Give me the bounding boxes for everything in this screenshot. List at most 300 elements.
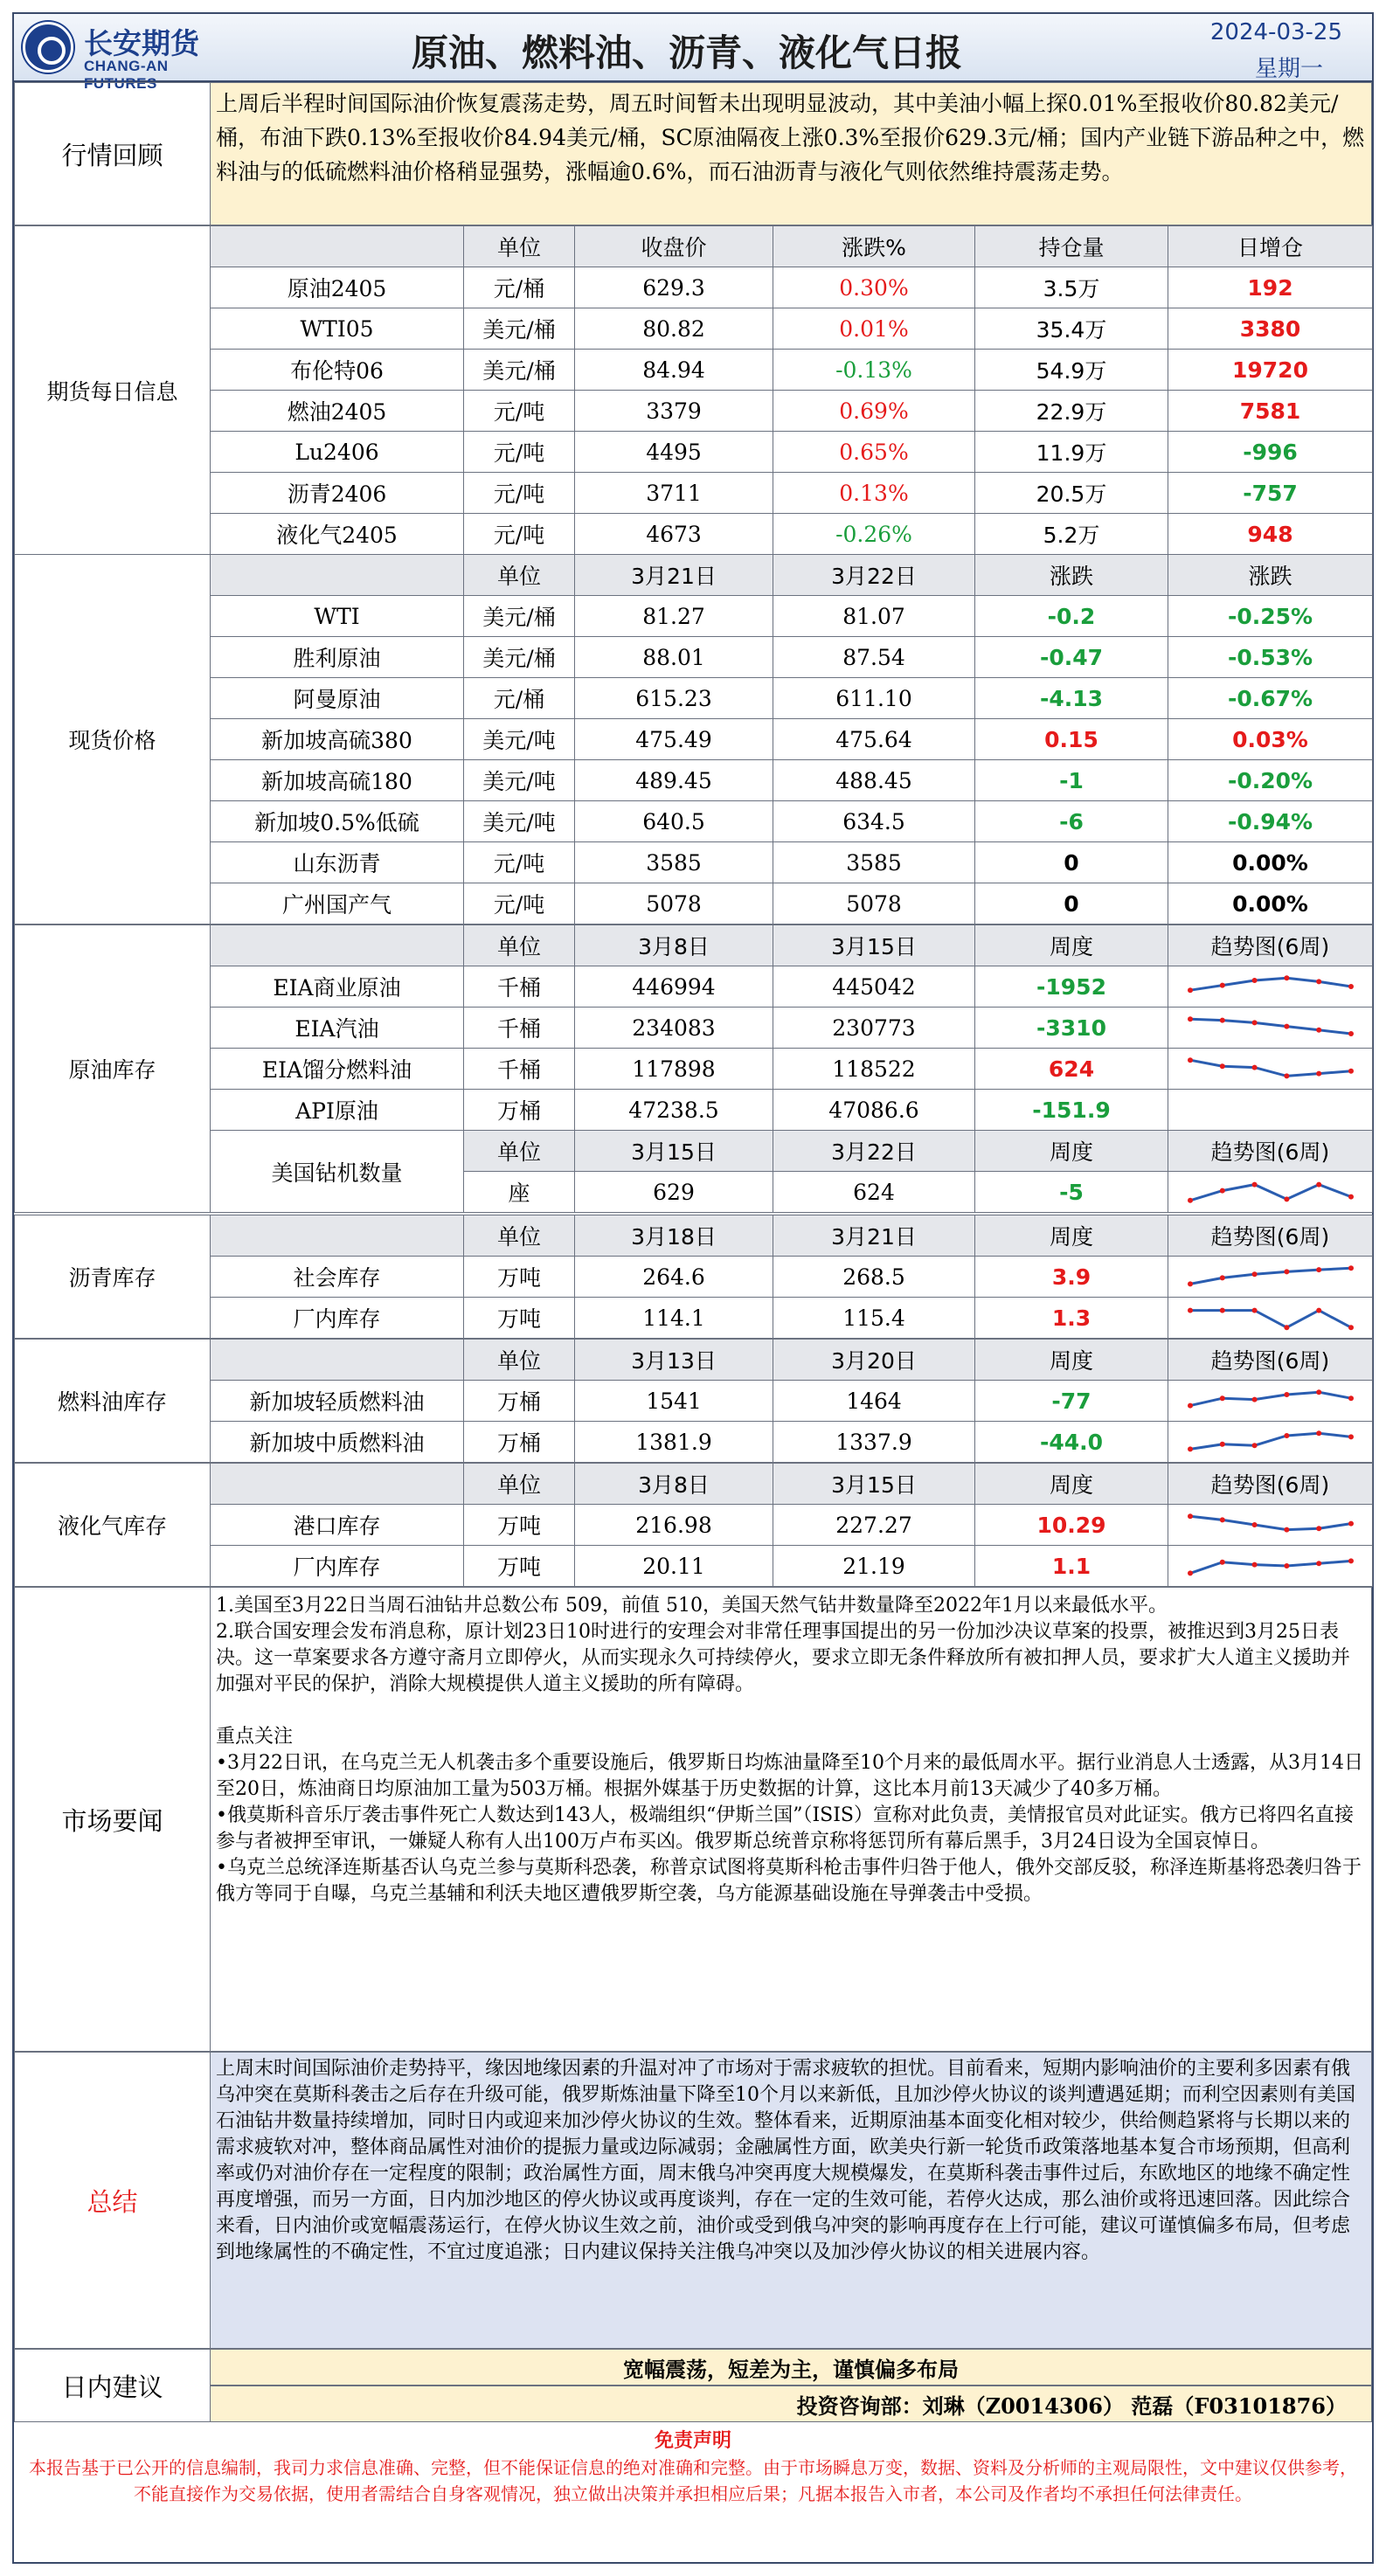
unit: 美元/桶 [464, 350, 575, 391]
value-prev: 446994 [575, 966, 773, 1008]
unit: 美元/桶 [464, 596, 575, 637]
close-price: 3379 [575, 391, 773, 432]
trend-point [1348, 1395, 1354, 1401]
trend-line [1190, 978, 1351, 990]
unit: 千桶 [464, 1049, 575, 1090]
trend-point [1219, 1063, 1224, 1069]
price-day2: 81.07 [773, 596, 975, 637]
close-price: 4495 [575, 432, 773, 473]
crude-inventory-table [14, 924, 1373, 1213]
unit: 万吨 [464, 1298, 575, 1339]
section-label: 燃料油库存 [15, 1340, 211, 1463]
value-curr: 115.4 [773, 1298, 975, 1339]
table-row [15, 1546, 1373, 1587]
weekly-change: 10.29 [975, 1505, 1168, 1546]
column-header: 收盘价 [575, 226, 773, 267]
open-interest: 20.5万 [975, 473, 1168, 514]
weekly-change: 624 [975, 1049, 1168, 1090]
table-row [15, 1298, 1373, 1339]
trend-point [1251, 1271, 1257, 1277]
oi-increase: 19720 [1168, 350, 1373, 391]
close-price: 84.94 [575, 350, 773, 391]
unit: 万桶 [464, 1381, 575, 1422]
weekly-change: -3310 [975, 1008, 1168, 1049]
trend-point [1188, 1446, 1193, 1451]
trend-point [1284, 1392, 1289, 1397]
column-header: 趋势图(6周) [1168, 1131, 1373, 1172]
trend-point [1251, 1397, 1257, 1402]
table-row [15, 1049, 1373, 1090]
price-day2: 634.5 [773, 801, 975, 842]
value-curr: 1464 [773, 1381, 975, 1422]
value-curr: 624 [773, 1172, 975, 1213]
price-day1: 3585 [575, 842, 773, 883]
trend-cell [1168, 1381, 1373, 1422]
trend-point [1316, 1526, 1321, 1531]
spot-name: 胜利原油 [211, 637, 464, 678]
trend-point [1316, 1267, 1321, 1272]
analyst-credit: 投资咨询部：刘琳（Z0014306） 范磊（F03101876） [210, 2386, 1372, 2422]
unit: 美元/吨 [464, 801, 575, 842]
section-label-news: 市场要闻 [14, 1587, 211, 2052]
table-row [15, 473, 1373, 514]
trend-line [1190, 1561, 1351, 1573]
trend-point [1251, 1065, 1257, 1070]
value-curr: 445042 [773, 966, 975, 1008]
trend-point [1284, 1563, 1289, 1568]
price-day1: 489.45 [575, 760, 773, 801]
contract-name: 液化气2405 [211, 514, 464, 555]
contract-name: 布伦特06 [211, 350, 464, 391]
open-interest: 3.5万 [975, 267, 1168, 308]
header-blank [211, 1340, 464, 1381]
table-header-row [15, 1215, 1373, 1257]
unit: 座 [464, 1172, 575, 1213]
header-blank [211, 925, 464, 966]
inventory-name: EIA馏分燃料油 [211, 1049, 464, 1090]
table-row [15, 1422, 1373, 1463]
table-row [15, 514, 1373, 555]
table-row [15, 883, 1373, 924]
column-header: 周度 [975, 925, 1168, 966]
company-name-cn: 长安期货 [84, 26, 199, 60]
table-row [15, 391, 1373, 432]
intraday-advice: 宽幅震荡，短差为主，谨慎偏多布局 [210, 2349, 1372, 2386]
column-header: 3月13日 [575, 1340, 773, 1381]
close-price: 3711 [575, 473, 773, 514]
unit: 元/吨 [464, 883, 575, 924]
trend-point [1188, 1057, 1193, 1063]
report-date: 2024-03-25 [1209, 19, 1342, 45]
trend-point [1219, 1275, 1224, 1280]
price-change: -4.13 [975, 678, 1168, 719]
table-row [15, 801, 1373, 842]
table-row [15, 678, 1373, 719]
oi-increase: 948 [1168, 514, 1373, 555]
trend-sparkline [1183, 1550, 1358, 1582]
trend-point [1284, 1325, 1289, 1330]
trend-cell [1168, 1008, 1373, 1049]
trend-point [1348, 1265, 1354, 1271]
trend-cell [1168, 1422, 1373, 1463]
value-curr: 268.5 [773, 1257, 975, 1298]
price-day1: 81.27 [575, 596, 773, 637]
value-curr: 21.19 [773, 1546, 975, 1587]
unit: 元/吨 [464, 514, 575, 555]
trend-point [1316, 1308, 1321, 1313]
inventory-name: 社会库存 [211, 1257, 464, 1298]
trend-point [1251, 1443, 1257, 1448]
value-prev: 216.98 [575, 1505, 773, 1546]
column-header: 3月21日 [773, 1215, 975, 1257]
inventory-name: 厂内库存 [211, 1546, 464, 1587]
unit: 元/桶 [464, 267, 575, 308]
column-header: 周度 [975, 1340, 1168, 1381]
unit: 万吨 [464, 1546, 575, 1587]
unit: 美元/桶 [464, 637, 575, 678]
column-header: 3月22日 [773, 1131, 975, 1172]
table-header-row [15, 1340, 1373, 1381]
trend-line [1190, 1019, 1351, 1034]
table-row [15, 1008, 1373, 1049]
price-change: -6 [975, 801, 1168, 842]
news-bullet-3: •乌克兰总统泽连斯基否认乌克兰参与莫斯科恐袭，称普京试图将莫斯科枪击事件归咎于他人，俄外交部反驳，称泽连斯基将恐袭归咎于俄方等同于自曝，乌克兰基辅和利沃夫地区遭俄罗斯空袭，乌方能源基础设施在导弹袭击中受损。 [216, 1857, 1362, 1905]
table-header-row [15, 1464, 1373, 1505]
disclaimer-title: 免责声明 [654, 2429, 731, 2452]
trend-point [1219, 1308, 1224, 1313]
value-curr: 227.27 [773, 1505, 975, 1546]
column-header: 单位 [464, 1131, 575, 1172]
trend-point [1284, 1433, 1289, 1438]
value-prev: 1541 [575, 1381, 773, 1422]
trend-line [1190, 1060, 1351, 1076]
weekly-change: 1.3 [975, 1298, 1168, 1339]
column-header: 单位 [464, 226, 575, 267]
column-header: 单位 [464, 925, 575, 966]
table-row [15, 637, 1373, 678]
trend-point [1188, 1198, 1193, 1203]
column-header: 周度 [975, 1464, 1168, 1505]
trend-point [1316, 1430, 1321, 1436]
weekly-change: -77 [975, 1381, 1168, 1422]
value-prev: 234083 [575, 1008, 773, 1049]
open-interest: 5.2万 [975, 514, 1168, 555]
trend-line [1190, 1392, 1351, 1405]
trend-point [1251, 1562, 1257, 1568]
column-header: 3月15日 [575, 1131, 773, 1172]
oi-increase: 192 [1168, 267, 1373, 308]
table-row [15, 966, 1373, 1008]
unit: 美元/吨 [464, 760, 575, 801]
inventory-name: 港口库存 [211, 1505, 464, 1546]
unit: 元/桶 [464, 678, 575, 719]
trend-point [1284, 1024, 1289, 1029]
trend-point [1251, 1182, 1257, 1188]
trend-point [1348, 1521, 1354, 1527]
disclaimer [14, 2426, 1372, 2509]
unit: 万吨 [464, 1257, 575, 1298]
spot-name: 阿曼原油 [211, 678, 464, 719]
trend-point [1316, 1028, 1321, 1033]
spot-name: 新加坡高硫180 [211, 760, 464, 801]
contract-name: WTI05 [211, 308, 464, 350]
price-change-pct: -0.20% [1168, 760, 1373, 801]
price-day1: 475.49 [575, 719, 773, 760]
trend-point [1348, 1434, 1354, 1439]
trend-point [1188, 1403, 1193, 1409]
table-header-row [15, 925, 1373, 966]
trend-point [1188, 1513, 1193, 1519]
column-header: 涨跌 [975, 555, 1168, 596]
table-row [15, 760, 1373, 801]
company-name-en: CHANG-AN FUTURES [84, 58, 169, 92]
weekly-change: -1952 [975, 966, 1168, 1008]
report-title: 原油、燃料油、沥青、液化气日报 [411, 31, 962, 74]
summary-text: 上周末时间国际油价走势持平，缘因地缘因素的升温对冲了市场对于需求疲软的担忧。目前看来，短期内影响油价的主要利多因素有俄乌冲突在莫斯科袭击之后存在升级可能，俄罗斯炼油量下降至10个月以来新低，且加沙停火协议的谈判遭遇延期；而利空因素则有美国石油钻井数量持续增加，同时日内或迎来加沙停火协议的生效。整体看来，近期原油基本面变化相对较少，供给侧趋紧将与长期以来的需求疲软对冲，整体商品属性对油价的提振力量或边际减弱；金融属性方面，欧美央行新一轮货币政策落地基本复合市场预期，但高利率或仍对油价存在一定程度的限制；政治属性方面，周末俄乌冲突再度大规模爆发，在莫斯科袭击事件过后，东欧地区的地缘不确定性再度增强，而另一方面，日内加沙地区的停火协议或再度谈判，存在一定的生效可能，若停火达成，那么油价或将迅速回落。因此综合来看，日内油价或宽幅震荡运行，在停火协议生效之前，油价或受到俄乌冲突的影响再度存在上行可能，建议可谨慎偏多布局，但考虑到地缘属性的不确定性，不宜过度追涨；日内建议保持关注俄乌冲突以及加沙停火协议的相关进展内容。 [216, 2058, 1355, 2263]
price-change-pct: -0.25% [1168, 596, 1373, 637]
trend-point [1219, 983, 1224, 988]
oi-increase: -996 [1168, 432, 1373, 473]
inventory-name: API原油 [211, 1090, 464, 1131]
inventory-name: EIA商业原油 [211, 966, 464, 1008]
unit: 万桶 [464, 1422, 575, 1463]
trend-cell [1168, 1049, 1373, 1090]
table-row [15, 1090, 1373, 1131]
column-header: 3月21日 [575, 555, 773, 596]
column-header: 单位 [464, 1215, 575, 1257]
table-header-row [15, 226, 1373, 267]
news-item-2: 2.联合国安理会发布消息称，原计划23日10时进行的安理会对非常任理事国提出的另一份加沙决议草案的投票，被推迟到3月25日表决。这一草案要求各方遵守斋月立即停火，从而实现永久可持续停火，要求立即无条件释放所有被扣押人员，要求扩大人道主义援助并加强对平民的保护，消除大规模提供人道主义援助的所有障碍。 [216, 1621, 1351, 1695]
open-interest: 11.9万 [975, 432, 1168, 473]
column-header: 3月18日 [575, 1215, 773, 1257]
spot-name: 广州国产气 [211, 883, 464, 924]
spot-name: 新加坡0.5%低硫 [211, 801, 464, 842]
report-page [12, 12, 1374, 2564]
column-header: 3月20日 [773, 1340, 975, 1381]
trend-point [1219, 1517, 1224, 1522]
trend-sparkline [1183, 1053, 1358, 1084]
price-change-pct: 0.03% [1168, 719, 1373, 760]
column-header: 趋势图(6周) [1168, 1215, 1373, 1257]
news-focus-heading: 重点关注 [216, 1726, 294, 1748]
trend-line [1190, 1311, 1351, 1328]
header-blank [211, 1464, 464, 1505]
close-price: 80.82 [575, 308, 773, 350]
change-pct: 0.65% [773, 432, 975, 473]
column-header: 单位 [464, 1340, 575, 1381]
trend-cell [1168, 1505, 1373, 1546]
news-box [210, 1587, 1372, 2052]
trend-point [1348, 1069, 1354, 1074]
header-blank [211, 555, 464, 596]
price-change: -0.2 [975, 596, 1168, 637]
value-prev: 629 [575, 1172, 773, 1213]
trend-sparkline [1183, 1176, 1358, 1208]
weekly-change: 3.9 [975, 1257, 1168, 1298]
unit: 元/吨 [464, 473, 575, 514]
trend-line [1190, 1268, 1351, 1284]
table-row [15, 1381, 1373, 1422]
trend-point [1219, 1442, 1224, 1447]
rig-header-row [15, 1131, 1373, 1172]
table-row [15, 432, 1373, 473]
trend-point [1348, 1325, 1354, 1330]
unit: 元/吨 [464, 432, 575, 473]
value-prev: 264.6 [575, 1257, 773, 1298]
price-day1: 615.23 [575, 678, 773, 719]
header-blank [211, 226, 464, 267]
trend-point [1316, 1561, 1321, 1566]
close-price: 4673 [575, 514, 773, 555]
table-row [15, 596, 1373, 637]
column-header: 3月15日 [773, 1464, 975, 1505]
value-prev: 47238.5 [575, 1090, 773, 1131]
column-header: 3月15日 [773, 925, 975, 966]
unit: 美元/桶 [464, 308, 575, 350]
trend-point [1316, 979, 1321, 984]
company-logo [23, 19, 241, 92]
price-day1: 640.5 [575, 801, 773, 842]
trend-point [1284, 1196, 1289, 1201]
news-item-1: 1.美国至3月22日当周石油钻井总数公布 509，前值 510，美国天然气钻井数量降至2022年1月以来最低水平。 [216, 1595, 1168, 1617]
trend-point [1348, 1195, 1354, 1200]
close-price: 629.3 [575, 267, 773, 308]
price-day2: 3585 [773, 842, 975, 883]
trend-sparkline [1183, 1012, 1358, 1043]
weekly-change: -44.0 [975, 1422, 1168, 1463]
column-header: 3月22日 [773, 555, 975, 596]
table-row [15, 1257, 1373, 1298]
table-header-row [15, 555, 1373, 596]
trend-sparkline [1183, 1261, 1358, 1292]
trend-point [1188, 1570, 1193, 1575]
section-label: 液化气库存 [15, 1464, 211, 1587]
fuel-oil-inventory-table [14, 1339, 1373, 1463]
trend-point [1251, 1522, 1257, 1527]
value-curr: 47086.6 [773, 1090, 975, 1131]
rig-count-name: 美国钻机数量 [211, 1131, 464, 1213]
trend-point [1188, 1308, 1193, 1313]
open-interest: 22.9万 [975, 391, 1168, 432]
trend-sparkline [1183, 1302, 1358, 1333]
spot-table [14, 554, 1373, 924]
column-header: 3月8日 [575, 1464, 773, 1505]
summary-box [210, 2052, 1372, 2349]
contract-name: Lu2406 [211, 432, 464, 473]
column-header: 趋势图(6周) [1168, 1464, 1373, 1505]
column-header: 涨跌 [1168, 555, 1373, 596]
inventory-name: 新加坡轻质燃料油 [211, 1381, 464, 1422]
value-prev: 114.1 [575, 1298, 773, 1339]
trend-point [1284, 975, 1289, 980]
trend-point [1316, 1071, 1321, 1077]
trend-point [1348, 984, 1354, 989]
review-box [210, 82, 1372, 225]
change-pct: -0.26% [773, 514, 975, 555]
oi-increase: 3380 [1168, 308, 1373, 350]
inventory-name: 厂内库存 [211, 1298, 464, 1339]
trend-line [1190, 1516, 1351, 1529]
unit: 元/吨 [464, 842, 575, 883]
trend-sparkline [1183, 1426, 1358, 1458]
trend-point [1284, 1073, 1289, 1078]
price-day1: 88.01 [575, 637, 773, 678]
header-blank [211, 1215, 464, 1257]
trend-point [1348, 1558, 1354, 1563]
column-header: 趋势图(6周) [1168, 1340, 1373, 1381]
trend-sparkline [1183, 1094, 1358, 1125]
value-curr: 118522 [773, 1049, 975, 1090]
section-label: 沥青库存 [15, 1215, 211, 1339]
column-header: 单位 [464, 1464, 575, 1505]
trend-point [1348, 1031, 1354, 1036]
trend-cell [1168, 1257, 1373, 1298]
review-text: 上周后半程时间国际油价恢复震荡走势，周五时间暂未出现明显波动，其中美油小幅上探0.01%至报收价80.82美元/桶，布油下跌0.13%至报收价84.94美元/桶，SC原油隔夜上涨0.3%至报价629.3元/桶；国内产业链下游品种之中，燃料油与的低硫燃料油价格稍显强势，涨幅逾0.6%，而石油沥青与液化气则依然维持震荡走势。 [216, 91, 1365, 184]
table-row [15, 1505, 1373, 1546]
value-prev: 1381.9 [575, 1422, 773, 1463]
trend-point [1219, 1395, 1224, 1401]
trend-cell [1168, 966, 1373, 1008]
trend-point [1188, 1281, 1193, 1286]
section-label-review: 行情回顾 [14, 82, 211, 225]
trend-point [1188, 987, 1193, 993]
trend-sparkline [1183, 1509, 1358, 1541]
price-change-pct: -0.53% [1168, 637, 1373, 678]
news-content [211, 1591, 1369, 1909]
weekly-change: -151.9 [975, 1090, 1168, 1131]
open-interest: 54.9万 [975, 350, 1168, 391]
section-label: 现货价格 [15, 555, 211, 924]
value-prev: 117898 [575, 1049, 773, 1090]
price-day1: 5078 [575, 883, 773, 924]
table-row [15, 308, 1373, 350]
column-header: 3月8日 [575, 925, 773, 966]
price-change-pct: -0.67% [1168, 678, 1373, 719]
trend-cell [1168, 1546, 1373, 1587]
asphalt-inventory-table [14, 1215, 1373, 1339]
price-change-pct: -0.94% [1168, 801, 1373, 842]
inventory-name: 新加坡中质燃料油 [211, 1422, 464, 1463]
table-row [15, 842, 1373, 883]
price-day2: 488.45 [773, 760, 975, 801]
contract-name: 沥青2406 [211, 473, 464, 514]
table-row [15, 719, 1373, 760]
trend-sparkline [1183, 1385, 1358, 1416]
change-pct: 0.30% [773, 267, 975, 308]
price-change-pct: 0.00% [1168, 842, 1373, 883]
spot-name: 新加坡高硫380 [211, 719, 464, 760]
column-header: 涨跌% [773, 226, 975, 267]
value-prev: 20.11 [575, 1546, 773, 1587]
contract-name: 原油2405 [211, 267, 464, 308]
trend-cell [1168, 1172, 1373, 1213]
logo-emblem-icon [23, 22, 73, 73]
unit: 元/吨 [464, 391, 575, 432]
trend-point [1251, 1308, 1257, 1313]
trend-cell [1168, 1090, 1373, 1131]
column-header: 周度 [975, 1131, 1168, 1172]
column-header: 周度 [975, 1215, 1168, 1257]
weekly-change: -5 [975, 1172, 1168, 1213]
column-header: 趋势图(6周) [1168, 925, 1373, 966]
trend-cell [1168, 1298, 1373, 1339]
news-bullet-2: •俄莫斯科音乐厅袭击事件死亡人数达到143人，极端组织“伊斯兰国”（ISIS）宣称对此负责，美情报官员对此证实。俄方已将四名直接参与者被押至审讯，一嫌疑人称有人出100万卢布买凶。俄罗斯总统普京称将惩罚所有幕后黑手，3月24日设为全国哀悼日。 [216, 1804, 1354, 1852]
column-header: 日增仓 [1168, 226, 1373, 267]
price-change: -0.47 [975, 637, 1168, 678]
open-interest: 35.4万 [975, 308, 1168, 350]
change-pct: -0.13% [773, 350, 975, 391]
trend-point [1251, 978, 1257, 983]
